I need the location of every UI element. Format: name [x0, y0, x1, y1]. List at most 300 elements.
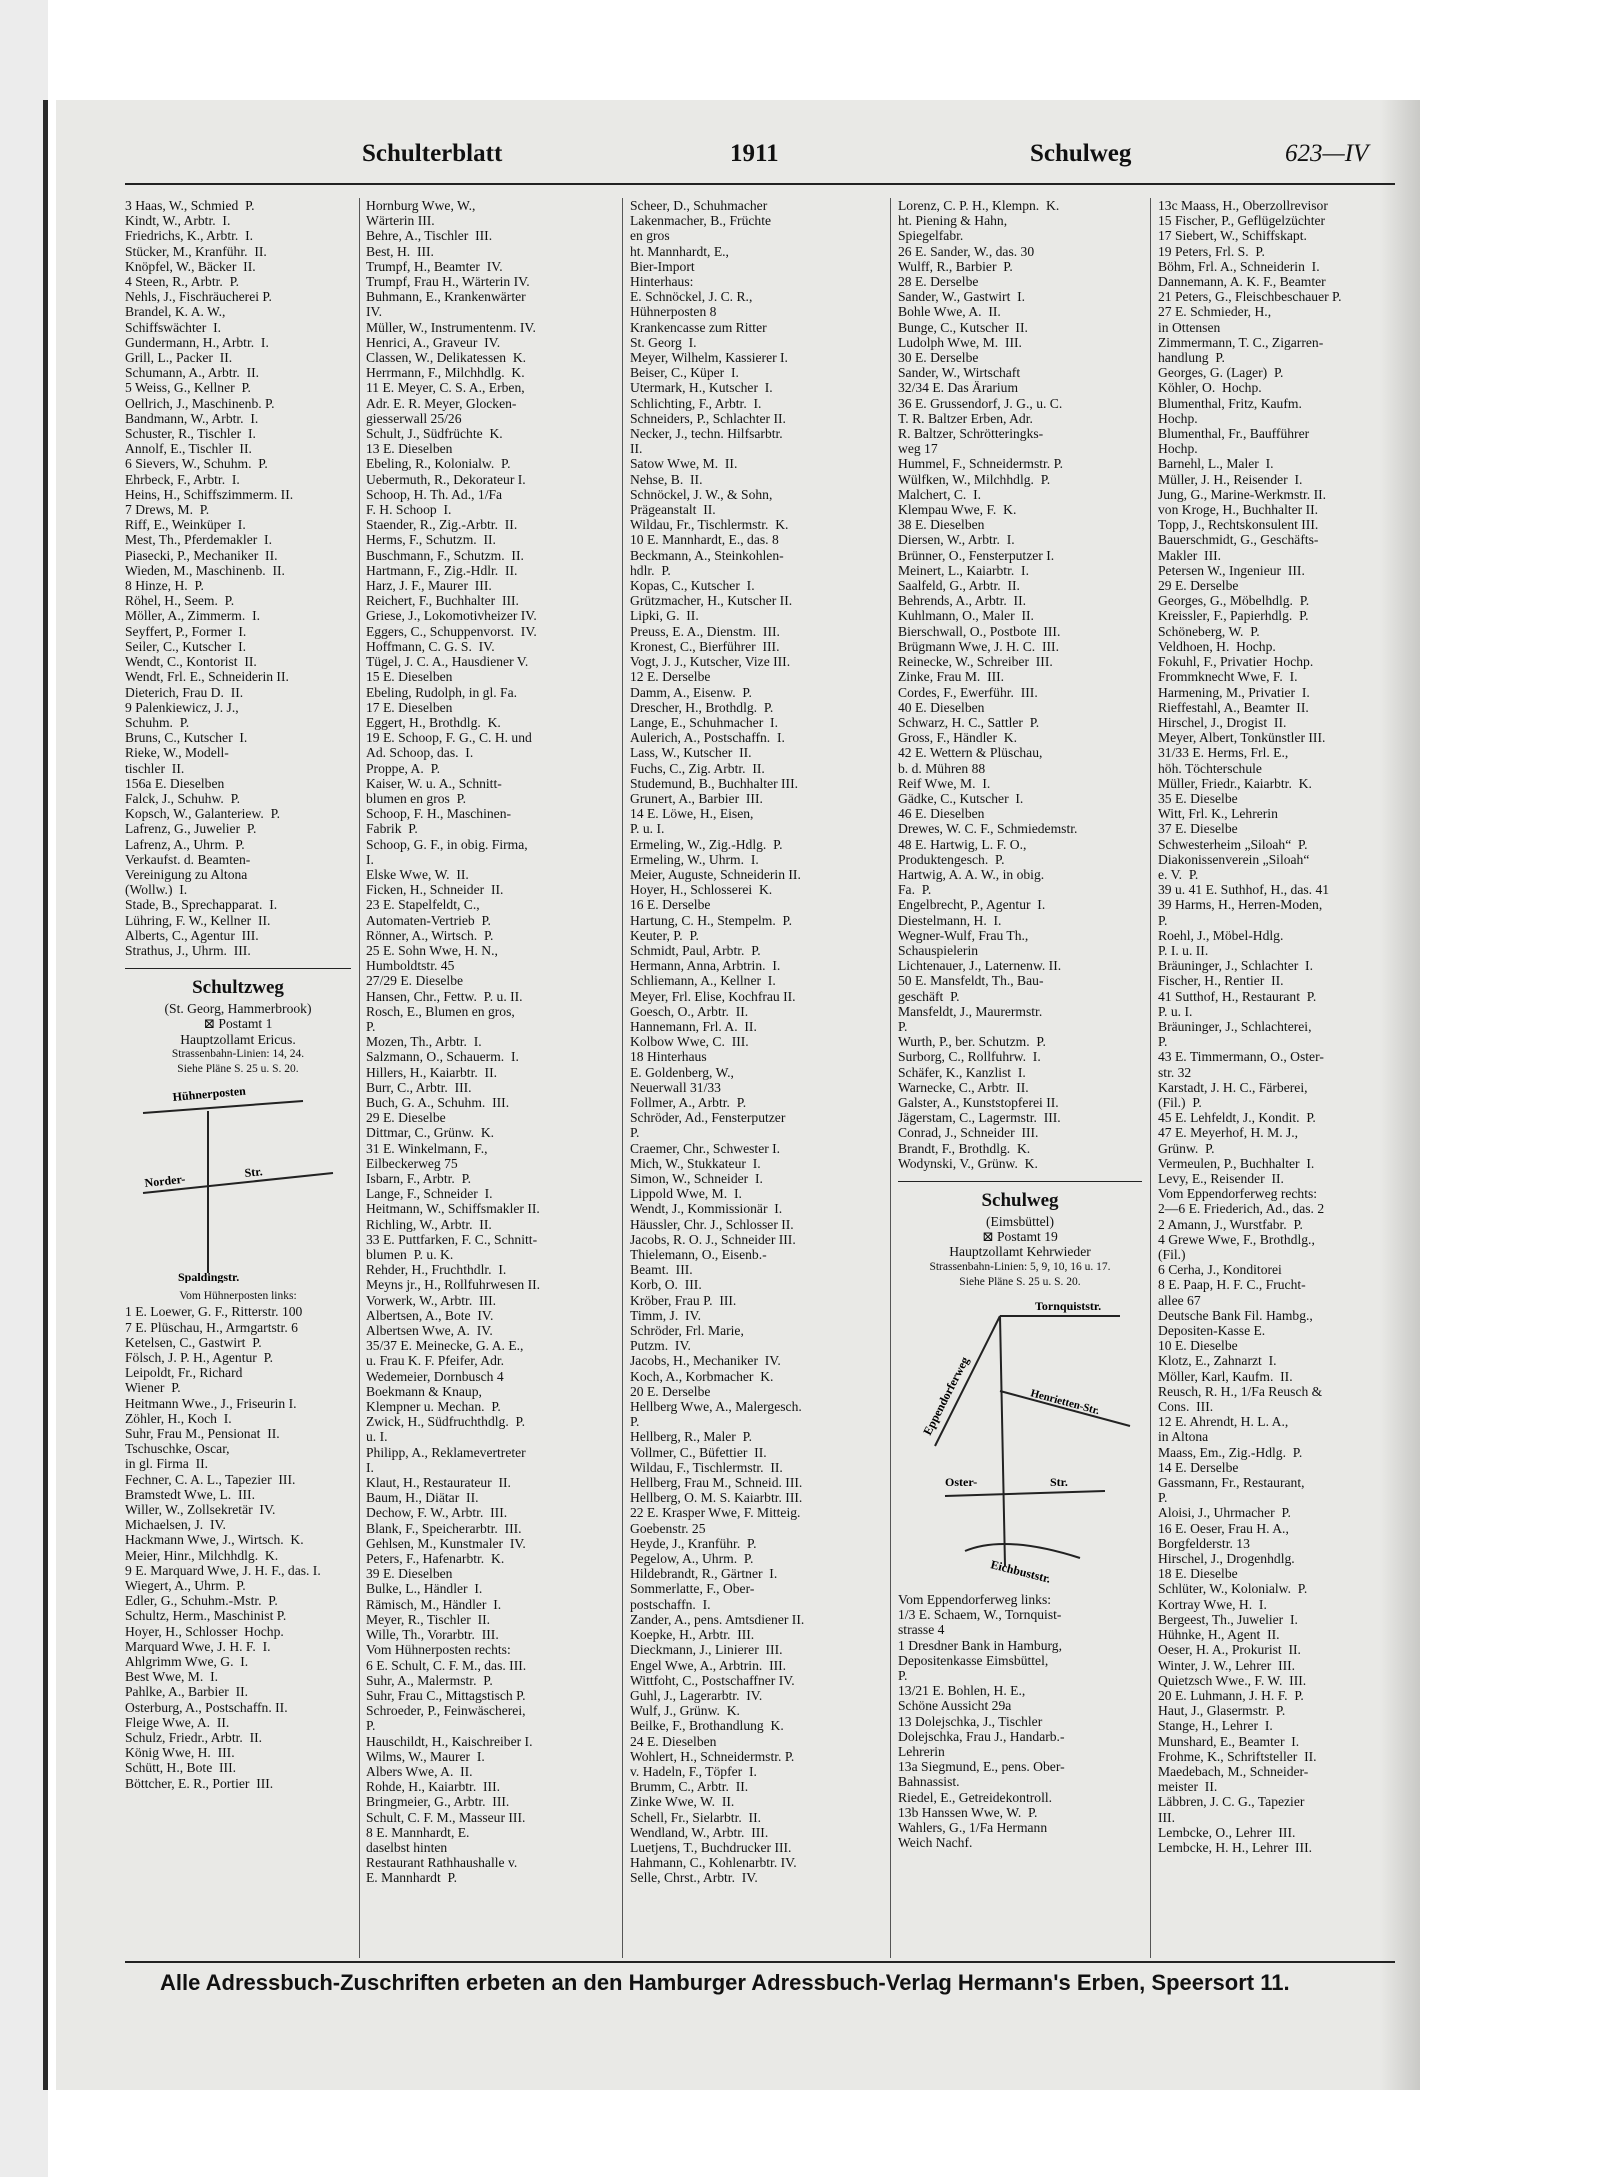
directory-entry: 10 E. Dieselbe [1158, 1338, 1238, 1354]
directory-entry: Rieke, W., Modell- [125, 745, 229, 761]
directory-entry: Meyer, Albert, Tonkünstler III. [1158, 730, 1326, 746]
directory-entry: T. R. Baltzer Erben, Adr. [898, 410, 1033, 426]
directory-entry: Hellberg, Frau M., Schneid. III. [630, 1475, 803, 1491]
directory-entry: 33 E. Puttfarken, F. C., Schnitt- [366, 1231, 538, 1247]
directory-entry: weg 17 [898, 441, 938, 457]
directory-entry: Ermeling, W., Uhrm. I. [630, 851, 759, 867]
directory-entry: Lafrenz, A., Uhrm. P. [125, 836, 245, 852]
directory-entry: Stange, H., Lehrer I. [1158, 1718, 1273, 1734]
directory-entry: Ludolph Wwe, M. III. [898, 334, 1022, 350]
map-label-huehnerposten: Hühnerposten [172, 1083, 247, 1105]
directory-entry: Piasecki, P., Mechaniker II. [125, 547, 278, 563]
directory-entry: König Wwe, H. III. [125, 1745, 235, 1761]
directory-entry: 8 E. Mannhardt, E. [366, 1824, 470, 1840]
directory-entry: Suhr, A., Malermstr. P. [366, 1672, 493, 1688]
directory-entry: (Wollw.) I. [125, 882, 188, 898]
directory-entry: Drescher, H., Brothdlg. P. [630, 699, 774, 715]
directory-entry: 19 Peters, Frl. S. P. [1158, 243, 1265, 259]
directory-entry: 39 Harms, H., Herren-Moden, [1158, 897, 1323, 913]
directory-entry: Ermeling, W., Zig.-Hdlg. P. [630, 836, 783, 852]
directory-entry: Rämisch, M., Händler I. [366, 1596, 502, 1612]
directory-entry: Schiffswächter I. [125, 319, 222, 335]
directory-entry: Bunge, C., Kutscher II. [898, 319, 1028, 335]
directory-entry: 2—6 E. Friederich, Ad., das. 2 [1158, 1201, 1325, 1217]
directory-entry: Müller, W., Instrumentenm. IV. [366, 319, 536, 335]
directory-entry: Klotz, E., Zahnarzt I. [1158, 1353, 1277, 1369]
directory-entry: Albertsen Wwe, A. IV. [366, 1323, 493, 1339]
directory-entry: Brandt, F., Brothdlg. K. [898, 1140, 1031, 1156]
directory-entry: 31 E. Winkelmann, F., [366, 1140, 488, 1156]
directory-entry: 45 E. Lehfeldt, J., Kondit. P. [1158, 1110, 1316, 1126]
header-page-number: 623—IV [1285, 140, 1369, 167]
directory-entry: 17 Siebert, W., Schiffskapt. [1158, 228, 1307, 244]
directory-entry: Ebeling, R., Kolonialw. P. [366, 456, 511, 472]
directory-entry: Harmening, M., Privatier I. [1158, 684, 1310, 700]
column-divider [890, 198, 891, 1958]
directory-entry: Schult, C. F. M., Masseur III. [366, 1809, 526, 1825]
directory-entry: Produktengesch. P. [898, 851, 1005, 867]
directory-entry: Mozen, Th., Arbtr. I. [366, 1034, 482, 1050]
directory-entry: Müller, J. H., Reisender I. [1158, 471, 1303, 487]
directory-entry: Classen, W., Delikatessen K. [366, 350, 527, 366]
directory-entry: 15 E. Dieselben [366, 669, 453, 685]
directory-entry: ht. Mannhardt, E., [630, 243, 729, 259]
directory-entry: Dolejschka, Frau J., Handarb.- [898, 1728, 1065, 1744]
directory-entry: Alberts, C., Agentur III. [125, 927, 259, 943]
directory-entry: Hinterhaus: [630, 274, 694, 290]
directory-entry: handlung P. [1158, 350, 1225, 366]
directory-entry: Suhr, Frau C., Mittagstisch P. [366, 1687, 526, 1703]
directory-entry: Schell, Fr., Sielarbtr. II. [630, 1809, 762, 1825]
directory-entry: Beckmann, A., Steinkohlen- [630, 547, 784, 563]
directory-entry: Fechner, C. A. L., Tapezier III. [125, 1471, 296, 1487]
directory-entry: Kopsch, W., Galanteriew. P. [125, 806, 281, 822]
directory-entry: Schöne Aussicht 29a [898, 1698, 1012, 1714]
directory-entry: 41 Sutthof, H., Restaurant P. [1158, 988, 1317, 1004]
directory-entry: Winter, J. W., Lehrer III. [1158, 1657, 1296, 1673]
directory-entry: Salzmann, O., Schauerm. I. [366, 1049, 519, 1065]
directory-entry: 156a E. Dieselben [125, 775, 225, 791]
directory-entry: 3 Haas, W., Schmied P. [125, 198, 255, 213]
directory-entry: Strathus, J., Uhrm. III. [125, 942, 251, 958]
directory-entry: Korb, O. III. [630, 1277, 702, 1293]
section-divider [125, 968, 351, 969]
directory-entry: Isbarn, F., Arbtr. P. [366, 1171, 472, 1186]
directory-entry: Reusch, R. H., 1/Fa Reusch & [1158, 1383, 1323, 1399]
directory-entry: 40 E. Dieselben [898, 699, 985, 715]
directory-entry: Bräuninger, J., Schlachterei, [1158, 1018, 1312, 1034]
directory-entry: Schmidt, Paul, Arbtr. P. [630, 942, 761, 958]
directory-entry: Wiener P. [125, 1380, 181, 1396]
directory-entry: Hauschildt, H., Kaischreiber I. [366, 1733, 533, 1749]
directory-entry: Bergeest, Th., Juwelier I. [1158, 1611, 1298, 1627]
directory-entry: 22 E. Krasper Wwe, F. Mitteig. [630, 1505, 801, 1521]
directory-entry: u. Frau K. F. Pfeifer, Adr. [366, 1353, 505, 1369]
directory-entry: Burr, C., Arbtr. III. [366, 1079, 472, 1095]
directory-entry: Topp, J., Rechtskonsulent III. [1158, 517, 1319, 533]
directory-entry: 38 E. Dieselben [898, 517, 985, 533]
directory-entry: 32/34 E. Das Ärarium [898, 380, 1019, 396]
directory-entry: Schwarz, H. C., Sattler P. [898, 714, 1040, 730]
column-divider [359, 198, 360, 1958]
directory-entry: 1 E. Loewer, G. F., Ritterstr. 100 [125, 1304, 303, 1320]
directory-entry: Maass, Em., Zig.-Hdlg. P. [1158, 1444, 1303, 1460]
directory-entry: Schoop, F. H., Maschinen- [366, 806, 512, 822]
directory-entry: Kronest, C., Bierführer III. [630, 638, 780, 654]
directory-entry: Surborg, C., Rollfuhrw. I. [898, 1049, 1041, 1065]
directory-entry: Seyffert, P., Former I. [125, 623, 247, 639]
directory-entry: Depositenkasse Eimsbüttel, [898, 1652, 1049, 1668]
directory-entry: Elske Wwe, W. II. [366, 866, 469, 882]
directory-entry: Klaut, H., Restaurateur II. [366, 1475, 511, 1491]
directory-entry: 47 E. Meyerhof, H. M. J., [1158, 1125, 1299, 1141]
directory-entry: P. [1158, 1490, 1168, 1506]
directory-entry: Kaiser, W. u. A., Schnitt- [366, 775, 502, 791]
directory-entry: Lafrenz, G., Juwelier P. [125, 821, 257, 837]
directory-entry: 30 E. Derselbe [898, 350, 979, 366]
directory-entry: 29 E. Derselbe [1158, 578, 1239, 594]
directory-entry: 14 E. Derselbe [1158, 1459, 1239, 1475]
directory-entry: 12 E. Derselbe [630, 669, 711, 685]
directory-entry: 39 E. Dieselben [366, 1566, 453, 1582]
directory-entry: Beamt. III. [630, 1262, 693, 1278]
directory-entry: Baum, H., Diätar II. [366, 1490, 479, 1506]
directory-entry: P. [898, 1018, 908, 1034]
directory-entry: 12 E. Ahrendt, H. L. A., [1158, 1414, 1289, 1430]
directory-entry: Pahlke, A., Barbier II. [125, 1684, 249, 1700]
directory-entry: Griese, J., Lokomotivheizer IV. [366, 608, 537, 624]
directory-entry: 25 E. Sohn Wwe, H. N., [366, 942, 498, 958]
directory-entry: Vermeulen, P., Buchhalter I. [1158, 1155, 1315, 1171]
directory-entry: 13/21 E. Bohlen, H. E., [898, 1683, 1026, 1699]
directory-entry: 16 E. Oeser, Frau H. A., [1158, 1520, 1289, 1536]
directory-entry: Schult, J., Südfrüchte K. [366, 426, 503, 442]
directory-entry: tischler II. [125, 760, 185, 776]
header-rule [125, 183, 1395, 185]
directory-entry: Vorwerk, W., Arbtr. III. [366, 1292, 497, 1308]
directory-entry: Diakonissenverein „Siloah“ [1158, 851, 1310, 867]
directory-entry: Malchert, C. I. [898, 486, 982, 502]
directory-entry: Roehl, J., Möbel-Hdlg. [1158, 927, 1284, 943]
directory-entry: Timm, J. IV. [630, 1307, 702, 1323]
mail-icon: ⊠ [982, 1229, 997, 1245]
directory-entry: Schütt, H., Bote III. [125, 1760, 237, 1776]
directory-entry: Ahlgrimm Wwe, G. I. [125, 1654, 249, 1670]
directory-entry: Vom Hühnerposten rechts: [366, 1642, 511, 1658]
directory-entry: Zimmermann, T. C., Zigarren- [1158, 334, 1324, 350]
directory-entry: Lipki, G. II. [630, 608, 699, 624]
directory-entry: 2 Amann, J., Wurstfabr. P. [1158, 1216, 1303, 1232]
directory-entry: Wedemeier, Dornbusch 4 [366, 1368, 504, 1384]
directory-entry: b. d. Mühren 88 [898, 760, 986, 776]
directory-entry: Edler, G., Schuhm.-Mstr. P. [125, 1593, 278, 1609]
directory-entry: P. [630, 1414, 640, 1430]
directory-entry: Schröder, Frl. Marie, [630, 1323, 744, 1339]
directory-entry: Schulz, Friedr., Arbtr. II. [125, 1730, 263, 1746]
directory-entry: Ad. Schoop, das. I. [366, 745, 474, 761]
directory-entry: P. [366, 1018, 376, 1034]
column-4-entries [898, 198, 1142, 1171]
directory-entry: Schröder, Ad., Fensterputzer [630, 1110, 786, 1126]
directory-entry: Stücker, M., Kranführ. II. [125, 243, 267, 259]
directory-entry: Pegelow, A., Uhrm. P. [630, 1551, 754, 1567]
directory-entry: Beiser, C., Küper I. [630, 365, 739, 381]
directory-entry: Suhr, Frau M., Pensionat II. [125, 1426, 280, 1441]
map-label-norder: Norder- [143, 1171, 186, 1191]
directory-entry: P. [1158, 1034, 1168, 1050]
directory-entry: Necker, J., techn. Hilfsarbtr. [630, 426, 783, 442]
directory-entry: Jacobs, H., Mechaniker IV. [630, 1353, 781, 1369]
directory-entry: 20 E. Luhmann, J. H. F. P. [1158, 1687, 1304, 1703]
directory-entry: 13 Dolejschka, J., Tischler [898, 1713, 1043, 1729]
directory-entry: Vom Eppendorferweg rechts: [1158, 1186, 1318, 1202]
map-label-str: Str. [243, 1164, 264, 1181]
directory-entry: 9 E. Marquard Wwe, J. H. F., das. I. [125, 1562, 321, 1578]
footer-rule [125, 1961, 1395, 1963]
directory-entry: Goebenstr. 25 [630, 1520, 706, 1536]
directory-entry: 9 Palenkiewicz, J. J., [125, 699, 239, 715]
directory-entry: Reif Wwe, M. I. [898, 775, 991, 791]
directory-entry: Häussler, Chr. J., Schlosser II. [630, 1216, 794, 1232]
directory-entry: (Fil.) P. [1158, 1094, 1202, 1110]
directory-entry: Ficken, H., Schneider II. [366, 882, 504, 898]
directory-entry: Schäfer, K., Kanzlist I. [898, 1064, 1026, 1080]
directory-entry: e. V. P. [1158, 866, 1199, 882]
directory-entry: Rohde, H., Kaiarbtr. III. [366, 1779, 501, 1795]
schulweg-district: (Eimsbüttel) [986, 1214, 1054, 1229]
directory-entry: Schultz, Herm., Maschinist P. [125, 1608, 287, 1624]
directory-entry: Preuss, E. A., Dienstm. III. [630, 623, 780, 639]
header-year: 1911 [730, 140, 779, 167]
directory-entry: Hellberg, R., Maler P. [630, 1429, 753, 1445]
directory-entry: IV. [366, 304, 382, 320]
schultzweg-tram-lines: Strassenbahn-Linien: 14, 24. [171, 1047, 305, 1060]
directory-entry: Hochp. [1158, 410, 1198, 426]
directory-entry: Damm, A., Eisenw. P. [630, 684, 752, 700]
directory-entry: Wendt, J., Kommissionär I. [630, 1201, 783, 1217]
directory-entry: Hansen, Chr., Fettw. P. u. II. [366, 988, 523, 1004]
directory-entry: Georges, G., Möbelhdlg. P. [1158, 593, 1310, 609]
section-title-schulweg: Schulweg [981, 1190, 1059, 1211]
section-title-schultzweg: Schultzweg [192, 977, 284, 999]
directory-entry: Diersen, W., Arbtr. I. [898, 532, 1015, 548]
map-street-osterstr [945, 1491, 1105, 1496]
directory-entry: Bruns, C., Kutscher I. [125, 730, 248, 746]
directory-entry: Wille, Th., Vorarbtr. III. [366, 1627, 499, 1643]
directory-entry: Borgfelderstr. 13 [1158, 1535, 1250, 1551]
page-header [100, 140, 1400, 180]
directory-entry: Wiegert, A., Uhrm. P. [125, 1578, 246, 1594]
directory-entry: Gädke, C., Kutscher I. [898, 790, 1024, 806]
directory-entry: Dechow, F. W., Arbtr. III. [366, 1505, 508, 1521]
directory-entry: Rosch, E., Blumen en gros, [366, 1003, 515, 1019]
directory-entry: 11 E. Meyer, C. S. A., Erben, [366, 380, 525, 396]
directory-entry: Kindt, W., Arbtr. I. [125, 213, 231, 229]
directory-entry: Maedebach, M., Schneider- [1158, 1763, 1309, 1779]
directory-entry: postschaffn. I. [630, 1596, 711, 1612]
directory-entry: Kolbow Wwe, C. III. [630, 1034, 749, 1050]
directory-entry: Riedel, E., Getreidekontroll. [898, 1789, 1053, 1805]
directory-entry: Craemer, Chr., Schwester I. [630, 1140, 781, 1156]
directory-entry: Schlüter, W., Kolonialw. P. [1158, 1581, 1308, 1597]
directory-entry: Kortray Wwe, H. I. [1158, 1596, 1267, 1612]
directory-entry: Klempner u. Mechan. P. [366, 1399, 501, 1415]
schultzweg-direction-note: Vom Hühnerposten links: [179, 1290, 297, 1303]
directory-entry: Brandel, K. A. W., [125, 304, 226, 320]
directory-entry: Jung, G., Marine-Werkmstr. II. [1158, 486, 1327, 502]
directory-entry: Fabrik P. [366, 821, 418, 837]
directory-entry: Bramstedt Wwe, L. III. [125, 1486, 255, 1502]
directory-entry: u. I. [366, 1429, 388, 1445]
directory-entry: 48 E. Hartwig, L. F. O., [898, 836, 1027, 852]
directory-entry: Hartwig, A. A. W., in obig. [898, 866, 1045, 882]
directory-entry: Klempau Wwe, F. K. [898, 502, 1017, 518]
directory-entry: 28 E. Derselbe [898, 274, 979, 290]
directory-entry: Adr. E. R. Meyer, Glocken- [366, 395, 517, 411]
directory-entry: Herrmann, F., Milchhdlg. K. [366, 365, 525, 381]
directory-entry: 36 E. Grussendorf, J. G., u. C. [898, 395, 1063, 411]
directory-entry: Dieterich, Frau D. II. [125, 684, 244, 700]
directory-entry: Lorenz, C. P. H., Klempn. K. [898, 198, 1060, 213]
directory-entry: giesserwall 25/26 [366, 410, 462, 426]
directory-entry: 1 Dresdner Bank in Hamburg, [898, 1637, 1062, 1653]
directory-entry: Georges, G. (Lager) P. [1158, 365, 1284, 381]
directory-entry: daselbst hinten [366, 1839, 448, 1855]
directory-entry: 31/33 E. Herms, Frl. E., [1158, 745, 1289, 761]
directory-entry: P. [630, 1125, 640, 1141]
directory-entry: blumen P. u. K. [366, 1247, 454, 1263]
directory-entry: Rieffestahl, A., Beamter II. [1158, 699, 1309, 715]
directory-entry: Heyde, J., Kranführ. P. [630, 1535, 757, 1551]
directory-entry: Hochp. [1158, 441, 1198, 457]
directory-entry: Vollmer, C., Büfettier II. [630, 1444, 767, 1460]
directory-entry: Brumm, C., Arbtr. II. [630, 1779, 749, 1795]
directory-entry: P. I. u. II. [1158, 942, 1209, 958]
directory-entry: Humboldtstr. 45 [366, 958, 455, 974]
directory-entry: Hühnke, H., Agent II. [1158, 1627, 1280, 1643]
directory-entry: Henrici, A., Graveur IV. [366, 334, 501, 350]
directory-entry: Wurth, P., ber. Schutzm. P. [898, 1034, 1046, 1050]
directory-entry: Seiler, C., Kutscher I. [125, 638, 247, 654]
directory-entry: Lange, E., Schuhmacher I. [630, 714, 778, 730]
directory-entry: Tschuschke, Oscar, [125, 1441, 230, 1457]
directory-entry: 8 E. Paap, H. F. C., Frucht- [1158, 1277, 1306, 1293]
directory-entry: Behrends, A., Arbtr. II. [898, 593, 1026, 609]
directory-entry: Restaurant Rathhaushalle v. [366, 1855, 518, 1871]
directory-entry: Wildau, F., Tischlermstr. II. [630, 1459, 783, 1475]
directory-entry: meister II. [1158, 1779, 1218, 1795]
directory-entry: Wärterin III. [366, 213, 435, 229]
directory-entry: Scheer, D., Schuhmacher [630, 198, 768, 213]
directory-entry: Wildau, Fr., Tischlermstr. K. [630, 517, 789, 533]
directory-entry: Schuhm. P. [125, 714, 190, 730]
directory-entry: Zinke Wwe, W. II. [630, 1794, 735, 1810]
directory-entry: 29 E. Dieselbe [366, 1110, 446, 1126]
column-3-entries [630, 198, 882, 1886]
directory-entry: Spiegelfabr. [898, 228, 964, 244]
directory-entry: Vogt, J. J., Kutscher, Vize III. [630, 654, 791, 670]
directory-entry: Grützmacher, H., Kutscher II. [630, 593, 793, 609]
directory-entry: Wieden, M., Maschinenb. II. [125, 562, 285, 578]
directory-entry: Jacobs, R. O. J., Schneider III. [630, 1231, 796, 1247]
directory-entry: Hackmann Wwe, J., Wirtsch. K. [125, 1532, 304, 1548]
directory-entry: Marquard Wwe, J. H. F. I. [125, 1638, 271, 1654]
directory-entry: Wendt, Frl. E., Schneiderin II. [125, 669, 289, 685]
map-label-spaldingstr: Spaldingstr. [178, 1270, 240, 1284]
directory-entry: Böhm, Frl. A., Schneiderin I. [1158, 258, 1320, 274]
directory-entry: 35/37 E. Meinecke, G. A. E., [366, 1338, 524, 1354]
directory-entry: Philipp, A., Reklamevertreter [366, 1444, 526, 1460]
directory-entry: Hummel, F., Schneidermstr. P. [898, 456, 1064, 472]
directory-entry: Sander, W., Gastwirt I. [898, 289, 1026, 305]
directory-entry: 18 Hinterhaus [630, 1049, 707, 1065]
directory-entry: P. u. I. [1158, 1003, 1193, 1019]
map-label-eichbuststr: Eichbuststr. [989, 1557, 1053, 1586]
directory-entry: 39 u. 41 E. Suthhof, H., das. 41 [1158, 882, 1330, 898]
directory-entry: P. [898, 1668, 908, 1684]
column-5 [1158, 198, 1400, 1958]
directory-entry: Bulke, L., Händler I. [366, 1581, 483, 1597]
directory-entry: 19 E. Schoop, F. G., C. H. und [366, 730, 532, 746]
directory-entry: Hellberg Wwe, A., Malergesch. [630, 1399, 802, 1415]
directory-entry: Mansfeldt, J., Maurermstr. [898, 1003, 1043, 1019]
directory-entry: Follmer, A., Arbtr. P. [630, 1094, 747, 1110]
directory-entry: Trumpf, H., Beamter IV. [366, 258, 503, 274]
directory-entry: Zinke, Frau M. III. [898, 669, 1005, 685]
directory-entry: Schroeder, P., Feinwäscherei, [366, 1703, 526, 1719]
directory-entry: Bräuninger, J., Schlachter I. [1158, 958, 1313, 974]
directory-entry: Ebeling, Rudolph, in gl. Fa. [366, 684, 518, 700]
directory-entry: Tügel, J. C. A., Hausdiener V. [366, 654, 529, 670]
directory-entry: Proppe, A. P. [366, 760, 441, 776]
directory-entry: Grill, L., Packer II. [125, 350, 233, 366]
directory-entry: Wittfoht, C., Postschaffner IV. [630, 1672, 795, 1688]
map-label-eppendorferweg: Eppendorferweg [920, 1354, 972, 1438]
directory-entry: Brünner, O., Fensterputzer I. [898, 547, 1055, 563]
directory-entry: 23 E. Stapelfeldt, C., [366, 897, 480, 913]
directory-entry: Bohle Wwe, A. II. [898, 304, 1001, 320]
directory-entry: 27 E. Schmieder, H., [1158, 304, 1272, 320]
directory-entry: Schnöckel, J. W., & Sohn, [630, 486, 773, 502]
schulweg-zollamt: Hauptzollamt Kehrwieder [949, 1244, 1091, 1260]
column-4-schulweg-entries [898, 1592, 1142, 1850]
directory-entry: allee 67 [1158, 1292, 1201, 1308]
directory-entry: Behre, A., Tischler III. [366, 228, 493, 244]
map-label-ostr-str: Str. [1050, 1475, 1068, 1490]
directory-entry: Frohme, K., Schriftsteller II. [1158, 1748, 1317, 1764]
directory-entry: Albertsen, A., Bote IV. [366, 1307, 494, 1323]
directory-entry: 42 E. Wettern & Plüschau, [898, 745, 1043, 761]
schulweg-plans: Siehe Pläne S. 25 u. S. 20. [959, 1275, 1081, 1288]
directory-entry: Hartung, C. H., Stempelm. P. [630, 912, 792, 928]
directory-entry: Vom Eppendorferweg links: [898, 1592, 1052, 1608]
directory-entry: Warnecke, C., Arbtr. II. [898, 1079, 1029, 1095]
directory-entry: Gassmann, Fr., Restaurant, [1158, 1475, 1305, 1491]
directory-entry: Deutsche Bank Fil. Hambg., [1158, 1307, 1313, 1323]
directory-entry: Meier, Auguste, Schneiderin II. [630, 866, 801, 882]
directory-entry: Verkaufst. d. Beamten- [125, 851, 251, 867]
directory-entry: Schöneberg, W. P. [1158, 623, 1260, 639]
directory-entry: Hoffmann, C. G. S. IV. [366, 638, 495, 654]
directory-entry: von Kroge, H., Buchhalter II. [1158, 502, 1319, 518]
directory-entry: 13b Hanssen Wwe, W. P. [898, 1804, 1038, 1820]
directory-entry: Uebermuth, R., Dekorateur I. [366, 471, 526, 487]
directory-entry: R. Baltzer, Schrötteringks- [898, 426, 1044, 442]
map-label-henriettenstr: Henrietten-Str. [1029, 1387, 1101, 1418]
directory-entry: Möller, Karl, Kaufm. II. [1158, 1368, 1293, 1384]
directory-entry: Lange, F., Schneider I. [366, 1186, 493, 1202]
column-1 [125, 198, 351, 1958]
